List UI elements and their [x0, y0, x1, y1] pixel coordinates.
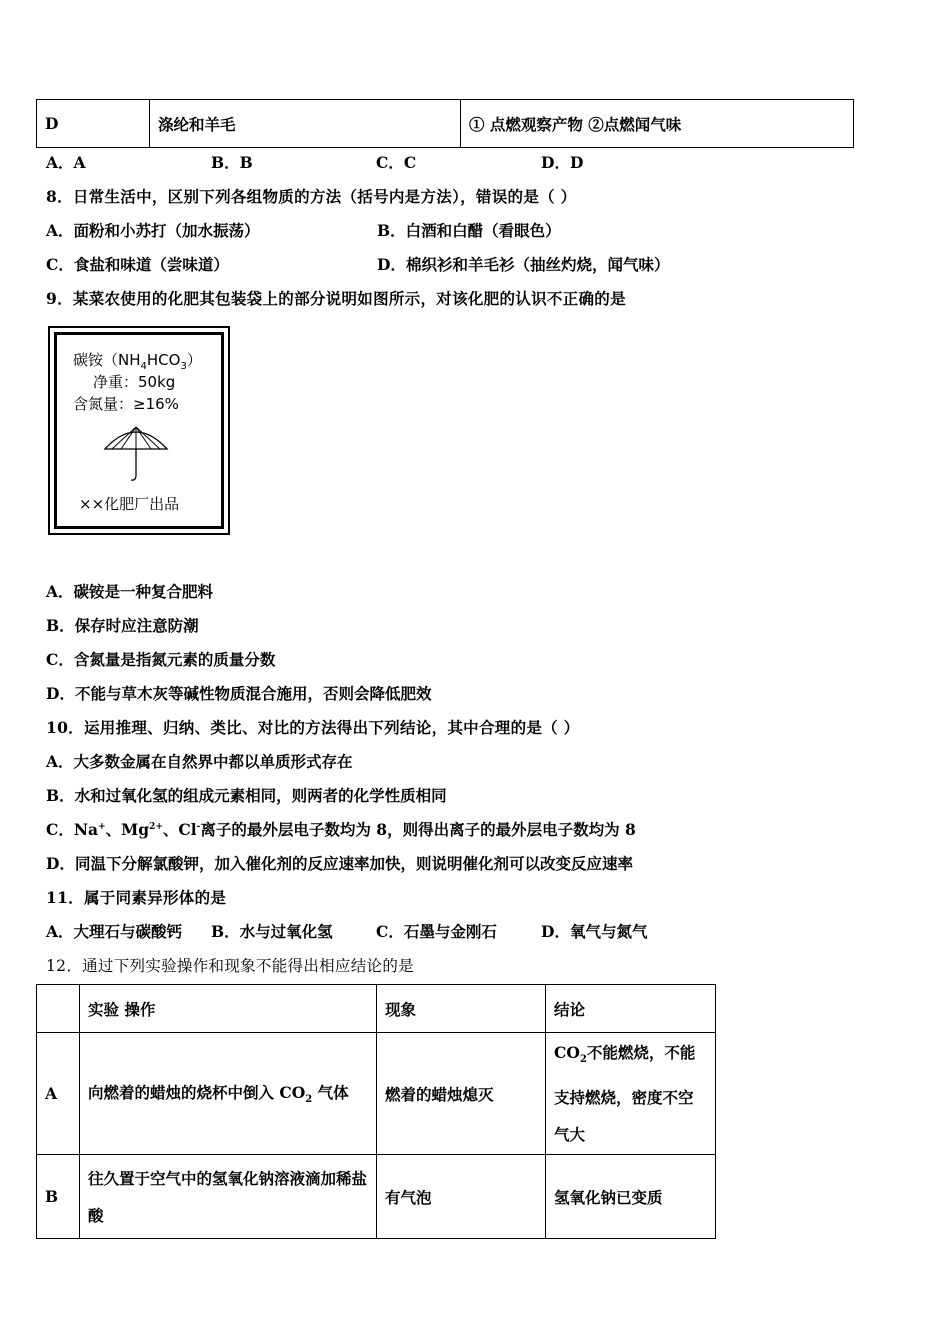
q12-stem: 12．通过下列实验操作和现象不能得出相应结论的是 — [46, 957, 414, 975]
fertilizer-label-figure — [48, 326, 230, 535]
row-a-conclusion: $CO_2$不能燃烧，不能支持燃烧，密度不空气大 — [546, 1033, 716, 1155]
row-a-operation: 向燃着的蜡烛的烧杯中倒入 $CO_2$ 气体 — [80, 1033, 377, 1155]
umbrella-icon — [101, 421, 171, 483]
q7-option-c: C．C — [376, 153, 417, 172]
q11-option-d: D．氧气与氮气 — [541, 922, 648, 941]
label-product-name: 碳铵$(NH_4HCO_3)$ — [73, 351, 202, 372]
header-conclusion: 结论 — [546, 985, 716, 1033]
q11-stem: 11．属于同素异形体的是 — [46, 888, 227, 907]
q8-option-b: B．白酒和白醋（看眼色） — [377, 221, 561, 240]
table-header-row — [37, 985, 716, 1033]
q7-table-row-d — [36, 99, 854, 148]
row-b-label: B — [37, 1155, 80, 1239]
row-b-operation: 往久置于空气中的氢氧化钠溶液滴加稀盐酸 — [80, 1155, 377, 1239]
q12-table — [36, 984, 716, 1239]
methods-cell: ① 点燃观察产物 ②点燃闻气味 — [461, 100, 854, 148]
q7-option-a: A．A — [46, 153, 86, 172]
row-b-conclusion: 氢氧化钠已变质 — [546, 1155, 716, 1239]
label-manufacturer: ××化肥厂出品 — [79, 495, 180, 513]
header-operation: 实验 操作 — [80, 985, 377, 1033]
q7-option-b: B．B — [211, 153, 253, 172]
q8-option-a: A．面粉和小苏打（加水振荡） — [46, 221, 260, 240]
table-row — [37, 1033, 716, 1155]
q10-stem: 10．运用推理、归纳、类比、对比的方法得出下列结论，其中合理的是（ ） — [46, 718, 580, 737]
q10-option-a: A．大多数金属在自然界中都以单质形式存在 — [46, 752, 353, 771]
label-nitrogen-content: 含氮量：≥16% — [73, 395, 179, 413]
q8-option-d: D．棉织衫和羊毛衫（抽丝灼烧，闻气味） — [377, 255, 670, 274]
q9-option-a: A．碳铵是一种复合肥料 — [46, 582, 214, 601]
q11-option-c: C．石墨与金刚石 — [376, 922, 497, 941]
header-phenomenon: 现象 — [377, 985, 546, 1033]
q9-option-c: C．含氮量是指氮元素的质量分数 — [46, 650, 276, 669]
row-a-label: A — [37, 1033, 80, 1155]
label-net-weight: 净重：50kg — [93, 373, 176, 391]
q8-option-c: C．食盐和味道（尝味道） — [46, 255, 229, 274]
q10-option-b: B．水和过氧化氢的组成元素相同，则两者的化学性质相同 — [46, 786, 447, 805]
q9-stem: 9．某菜农使用的化肥其包装袋上的部分说明如图所示，对该化肥的认识不正确的是 — [46, 289, 626, 308]
q11-option-b: B．水与过氧化氢 — [211, 922, 333, 941]
q11-option-a: A．大理石与碳酸钙 — [46, 922, 183, 941]
materials-cell: 涤纶和羊毛 — [150, 100, 461, 148]
q9-option-d: D．不能与草木灰等碱性物质混合施用，否则会降低肥效 — [46, 684, 432, 703]
q9-option-b: B．保存时应注意防潮 — [46, 616, 199, 635]
q10-option-c: C．Na+、$Mg^{2+}$、Cl-离子的最外层电子数均为 8，则得出离子的最外层电子数均为 8 — [46, 820, 636, 839]
header-blank — [37, 985, 80, 1033]
row-a-phenomenon: 燃着的蜡烛熄灭 — [377, 1033, 546, 1155]
q8-stem: 8．日常生活中，区别下列各组物质的方法（括号内是方法），错误的是（ ） — [46, 187, 577, 206]
q7-option-d: D．D — [541, 153, 584, 172]
row-b-phenomenon: 有气泡 — [377, 1155, 546, 1239]
row-label: D — [37, 100, 150, 148]
table-row — [37, 1155, 716, 1239]
q10-option-d: D．同温下分解氯酸钾，加入催化剂的反应速率加快，则说明催化剂可以改变反应速率 — [46, 854, 633, 873]
